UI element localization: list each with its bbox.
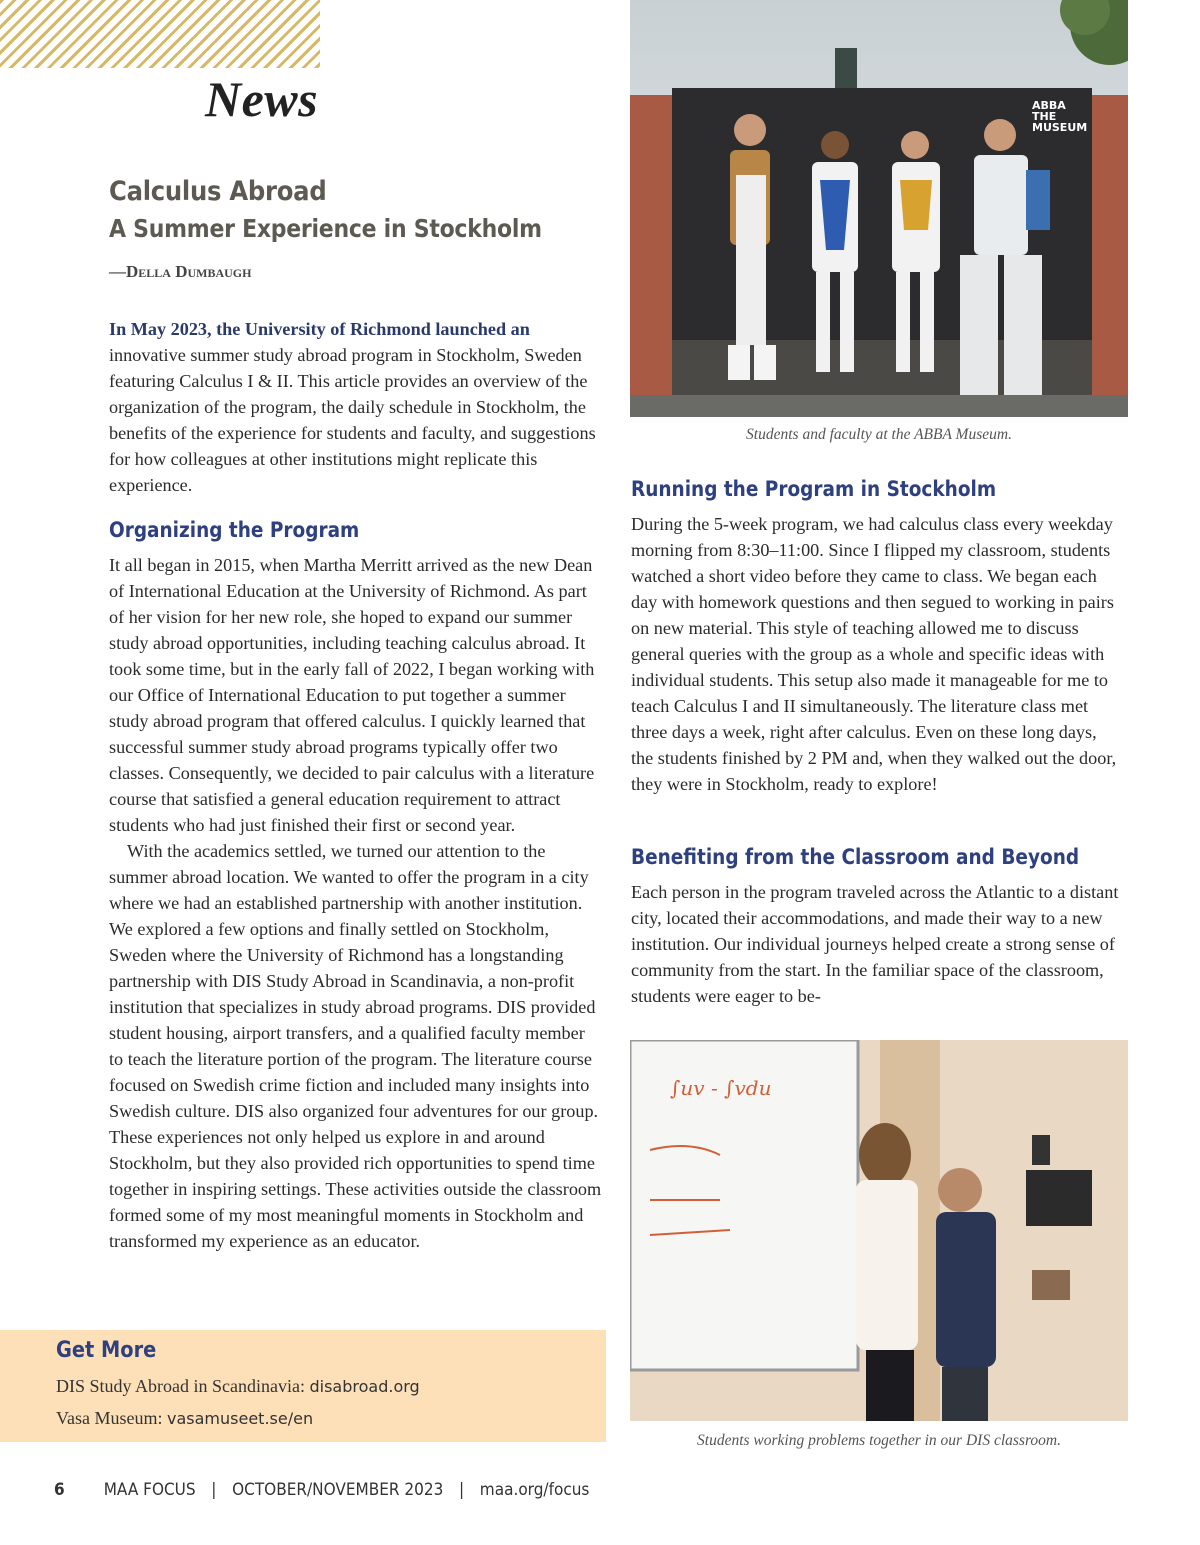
abba-museum-photo xyxy=(630,0,1128,417)
page-number: 6 xyxy=(54,1480,65,1500)
intro-paragraph xyxy=(109,316,599,498)
article-subtitle: A Summer Experience in Stockholm xyxy=(109,214,542,243)
classroom-photo xyxy=(630,1040,1128,1421)
issue-date: OCTOBER/NOVEMBER 2023 xyxy=(232,1480,444,1500)
decorative-stripes xyxy=(0,0,320,68)
paragraph: During the 5-week program, we had calculus class every weekday morning from 8:30–11:00. Since I flipped my classroom, students watched a short video before they came to class. We began each day with homework questions and then segued to working in pairs on new material. This style of teaching allowed me to discuss general queries with the group as a whole and specific ideas with individual students. This setup also made it manageable for me to teach Calculus I and II simultaneously. The literature class met three days a week, right after calculus. Even on these long days, the students finished by 2 PM and, when they walked out the door, they were in Stockholm, ready to explore! xyxy=(631,514,1117,794)
paragraph: With the academics settled, we turned our attention to the summer abroad location. We wanted to offer the program in a city where we had an established partnership with another institution. We explored a few options and finally settled on Stockholm, Sweden where the University of Richmond has a longstanding partnership with DIS Study Abroad in Scandinavia, a non-profit institution that specializes in study abroad programs. DIS provided student housing, airport transfers, and a qualified faculty member to teach the literature portion of the program. The literature course focused on Swedish crime fiction and included many insights into Swedish culture. DIS also organized four adventures for our group. These experiences not only helped us explore in and around Stockholm, but they also provided rich opportunities to spend time together in inspiring settings. These activities outside the classroom formed some of my most meaningful moments in Stockholm and transformed my experience as an educator. xyxy=(109,841,602,1251)
classroom-photo-graphic xyxy=(630,1040,1128,1421)
article-title: Calculus Abroad xyxy=(109,176,327,207)
section-label: News xyxy=(205,71,319,127)
footer-separator: | xyxy=(458,1480,465,1500)
get-more-title: Get More xyxy=(56,1338,157,1363)
benefiting-body xyxy=(631,879,1123,1009)
abba-caption: Students and faculty at the ABBA Museum. xyxy=(746,426,1012,443)
sign-line: THE xyxy=(1032,110,1057,123)
page-footer xyxy=(54,1480,589,1500)
board-formula: ∫uv - ∫vdu xyxy=(670,1076,772,1100)
byline: —Della Dumbaugh xyxy=(109,262,252,281)
vasamuseet-link[interactable]: vasamuseet.se/en xyxy=(167,1409,314,1428)
disabroad-link[interactable]: disabroad.org xyxy=(309,1377,420,1396)
link-label: DIS Study Abroad in Scandinavia: xyxy=(56,1376,305,1396)
abba-photo-graphic xyxy=(630,0,1128,417)
footer-url[interactable]: maa.org/focus xyxy=(479,1480,590,1500)
lede: In May 2023, the University of Richmond launched an xyxy=(109,319,530,339)
get-more-item xyxy=(56,1376,420,1397)
heading-organizing: Organizing the Program xyxy=(109,518,360,542)
link-label: Vasa Museum: xyxy=(56,1408,163,1428)
running-body xyxy=(631,511,1123,797)
heading-running: Running the Program in Stockholm xyxy=(631,477,997,501)
intro-text: innovative summer study abroad program in Stockholm, Sweden featuring Calculus I & II. This article provides an overview of the organization of the program, the daily schedule in Stockholm, the benefits of the experience for students and faculty, and suggestions for how colleagues at other institutions might replicate this experience. xyxy=(109,345,596,495)
get-more-item xyxy=(56,1408,313,1429)
paragraph: It all began in 2015, when Martha Merritt arrived as the new Dean of International Education at the University of Richmond. As part of her vision for her new role, she hoped to expand our summer study abroad opportunities, including teaching calculus abroad. It took some time, but in the early fall of 2022, I began working with our Office of International Education to put together a summer study abroad program that offered calculus. I quickly learned that successful summer study abroad programs typically offer two classes. Consequently, we decided to pair calculus with a literature course that satisfied a general education requirement to attract students who had just finished their first or second year. xyxy=(109,555,595,835)
sign-line: ABBA xyxy=(1032,99,1066,112)
paragraph: Each person in the program traveled across the Atlantic to a distant city, located their accommodations, and made their way to a new institution. Our individual journeys helped create a strong sense of community from the start. In the familiar space of the classroom, students were eager to be- xyxy=(631,882,1119,1006)
footer-separator: | xyxy=(211,1480,217,1500)
classroom-caption: Students working problems together in our DIS classroom. xyxy=(697,1432,1061,1449)
heading-benefiting: Benefiting from the Classroom and Beyond xyxy=(631,845,1080,869)
organizing-body xyxy=(109,552,603,1254)
sign-line: MUSEUM xyxy=(1032,121,1088,134)
magazine-name: MAA FOCUS xyxy=(103,1480,196,1500)
